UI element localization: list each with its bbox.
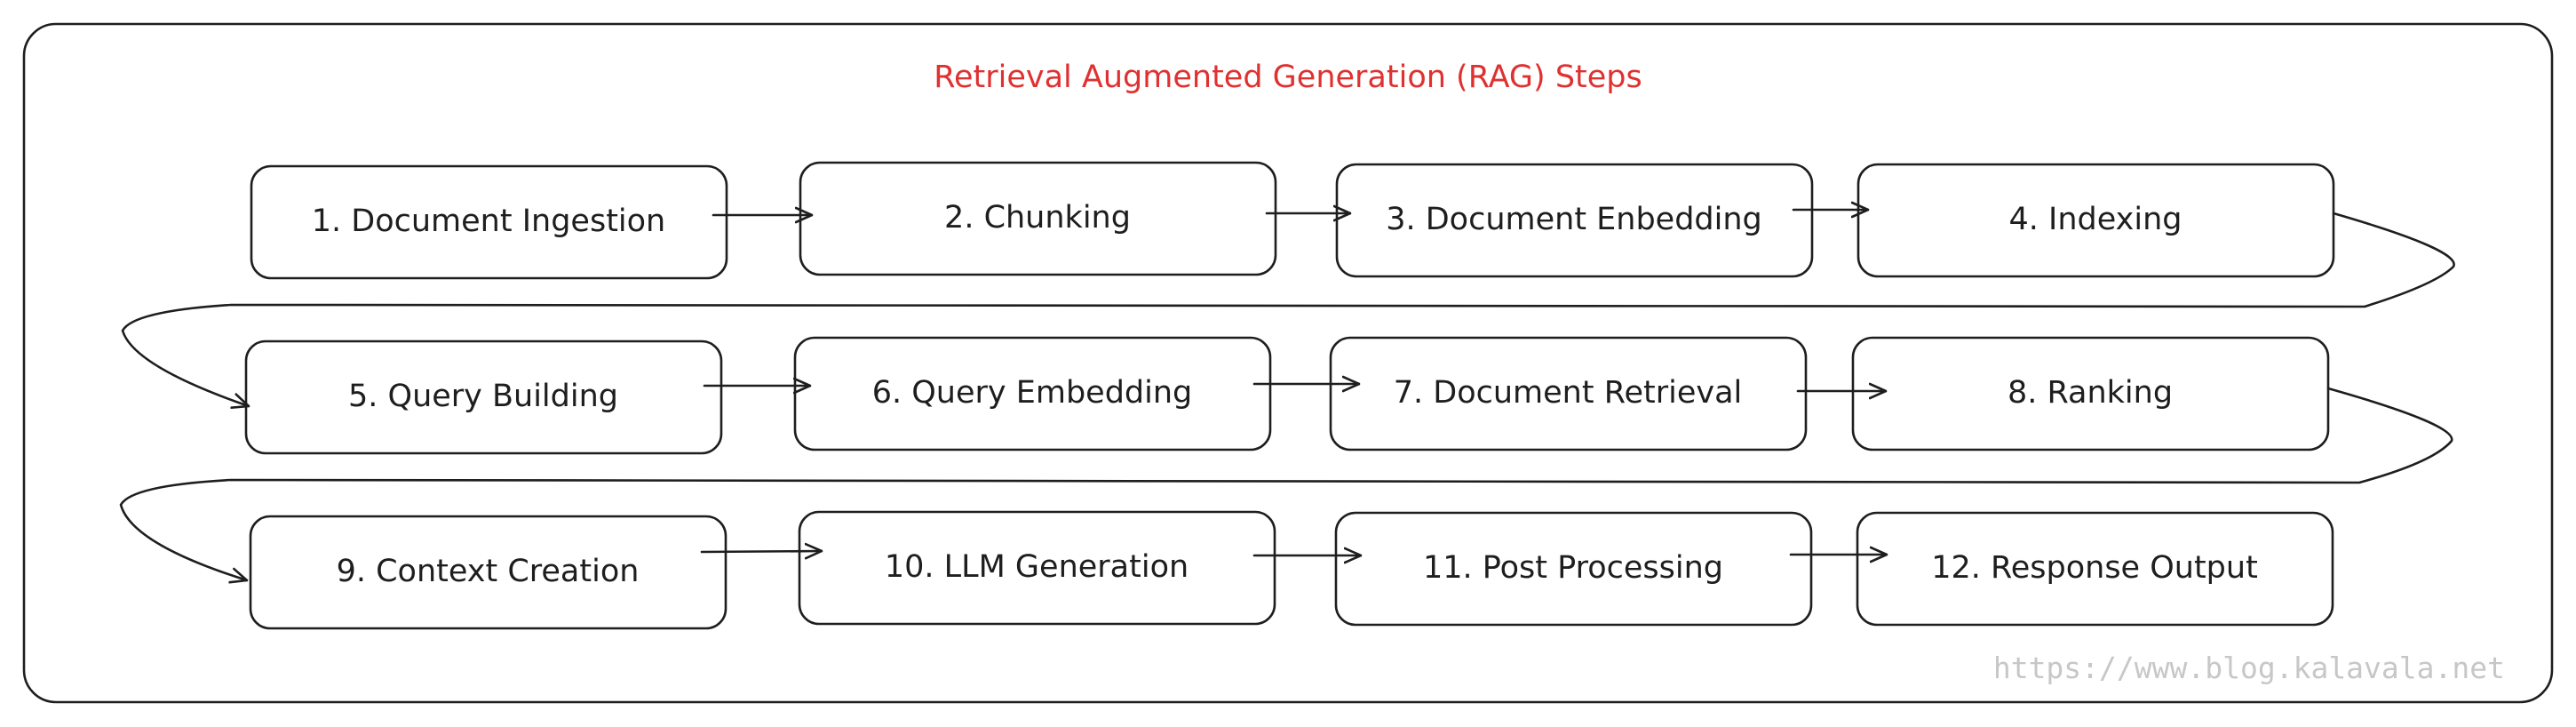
step-box-5 (246, 341, 721, 453)
arrow-9-to-10 (702, 551, 822, 552)
step-box-10 (799, 512, 1275, 624)
step-box-11 (1336, 513, 1811, 625)
watermark-url: https://www.blog.kalavala.net (1992, 651, 2505, 685)
step-box-1 (251, 166, 727, 278)
step-label-10: 10. LLM Generation (884, 549, 1189, 585)
step-label-12: 12. Response Output (1931, 550, 2258, 586)
step-label-1: 1. Document Ingestion (311, 204, 666, 239)
step-box-12 (1857, 513, 2333, 625)
diagram-title: Retrieval Augmented Generation (RAG) Steps (934, 60, 1642, 95)
step-box-9 (250, 516, 726, 628)
step-label-2: 2. Chunking (944, 200, 1131, 236)
step-box-3 (1337, 164, 1812, 276)
step-box-2 (800, 163, 1276, 275)
step-box-8 (1853, 338, 2328, 450)
step-label-8: 8. Ranking (2007, 375, 2174, 411)
step-label-9: 9. Context Creation (336, 554, 640, 589)
step-label-11: 11. Post Processing (1422, 550, 1724, 586)
step-label-7: 7. Document Retrieval (1393, 375, 1743, 411)
step-label-6: 6. Query Embedding (871, 375, 1193, 411)
step-box-6 (795, 338, 1270, 450)
step-label-5: 5. Query Building (348, 379, 618, 414)
step-label-3: 3. Document Enbedding (1386, 202, 1762, 237)
step-box-4 (1858, 164, 2334, 276)
step-label-4: 4. Indexing (2008, 202, 2182, 237)
step-box-7 (1331, 338, 1806, 450)
